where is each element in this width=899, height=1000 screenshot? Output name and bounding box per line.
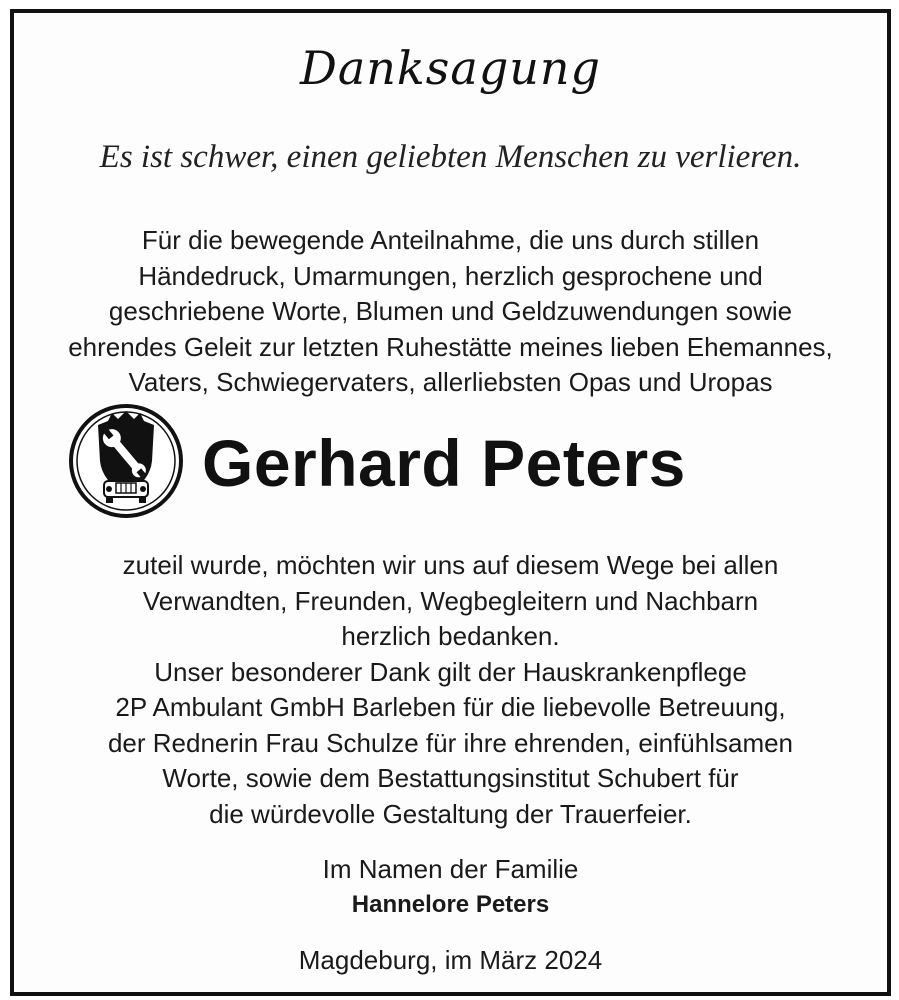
signature-prefix: Im Namen der Familie bbox=[322, 854, 579, 884]
thanks-line: herzlich bedanken. bbox=[341, 621, 560, 651]
notice-title: Danksagung bbox=[300, 41, 601, 95]
intro-line: Vaters, Schwiegervaters, allerliebsten Opas und Uropas bbox=[128, 367, 773, 397]
thanks-line: 2P Ambulant GmbH Barleben für die liebevolle Betreuung, bbox=[115, 692, 786, 722]
wrench-car-emblem-icon bbox=[68, 403, 184, 519]
notice-motto: Es ist schwer, einen geliebten Menschen zu verlieren. bbox=[99, 139, 802, 175]
notice-frame bbox=[10, 9, 891, 996]
intro-line: geschriebene Worte, Blumen und Geldzuwendungen sowie bbox=[108, 296, 793, 326]
deceased-name: Gerhard Peters bbox=[202, 426, 686, 500]
signature-block bbox=[14, 852, 887, 922]
thanks-line: der Rednerin Frau Schulze für ihre ehrenden, einfühlsamen bbox=[107, 727, 794, 758]
intro-paragraph bbox=[14, 223, 887, 401]
thanks-line: Unser besonderer Dank gilt der Hauskrankenpflege bbox=[154, 656, 747, 687]
intro-line: Händedruck, Umarmungen, herzlich gesprochene und bbox=[138, 260, 763, 291]
intro-line: Für die bewegende Anteilnahme, die uns durch stillen bbox=[141, 225, 760, 255]
intro-line: ehrendes Geleit zur letzten Ruhestätte meines lieben Ehemannes, bbox=[68, 331, 833, 362]
signer-name: Hannelore Peters bbox=[351, 891, 550, 918]
thanks-paragraph bbox=[14, 548, 887, 832]
thanks-line: zuteil wurde, möchten wir uns auf diesem Wege bei allen bbox=[122, 550, 779, 580]
place-date: Magdeburg, im März 2024 bbox=[298, 945, 603, 975]
thanks-line: die würdevolle Gestaltung der Trauerfeier. bbox=[209, 798, 692, 829]
thanks-line: Verwandten, Freunden, Wegbegleitern und Nachbarn bbox=[142, 585, 759, 616]
thanks-line: Worte, sowie dem Bestattungsinstitut Schubert für bbox=[162, 763, 739, 793]
